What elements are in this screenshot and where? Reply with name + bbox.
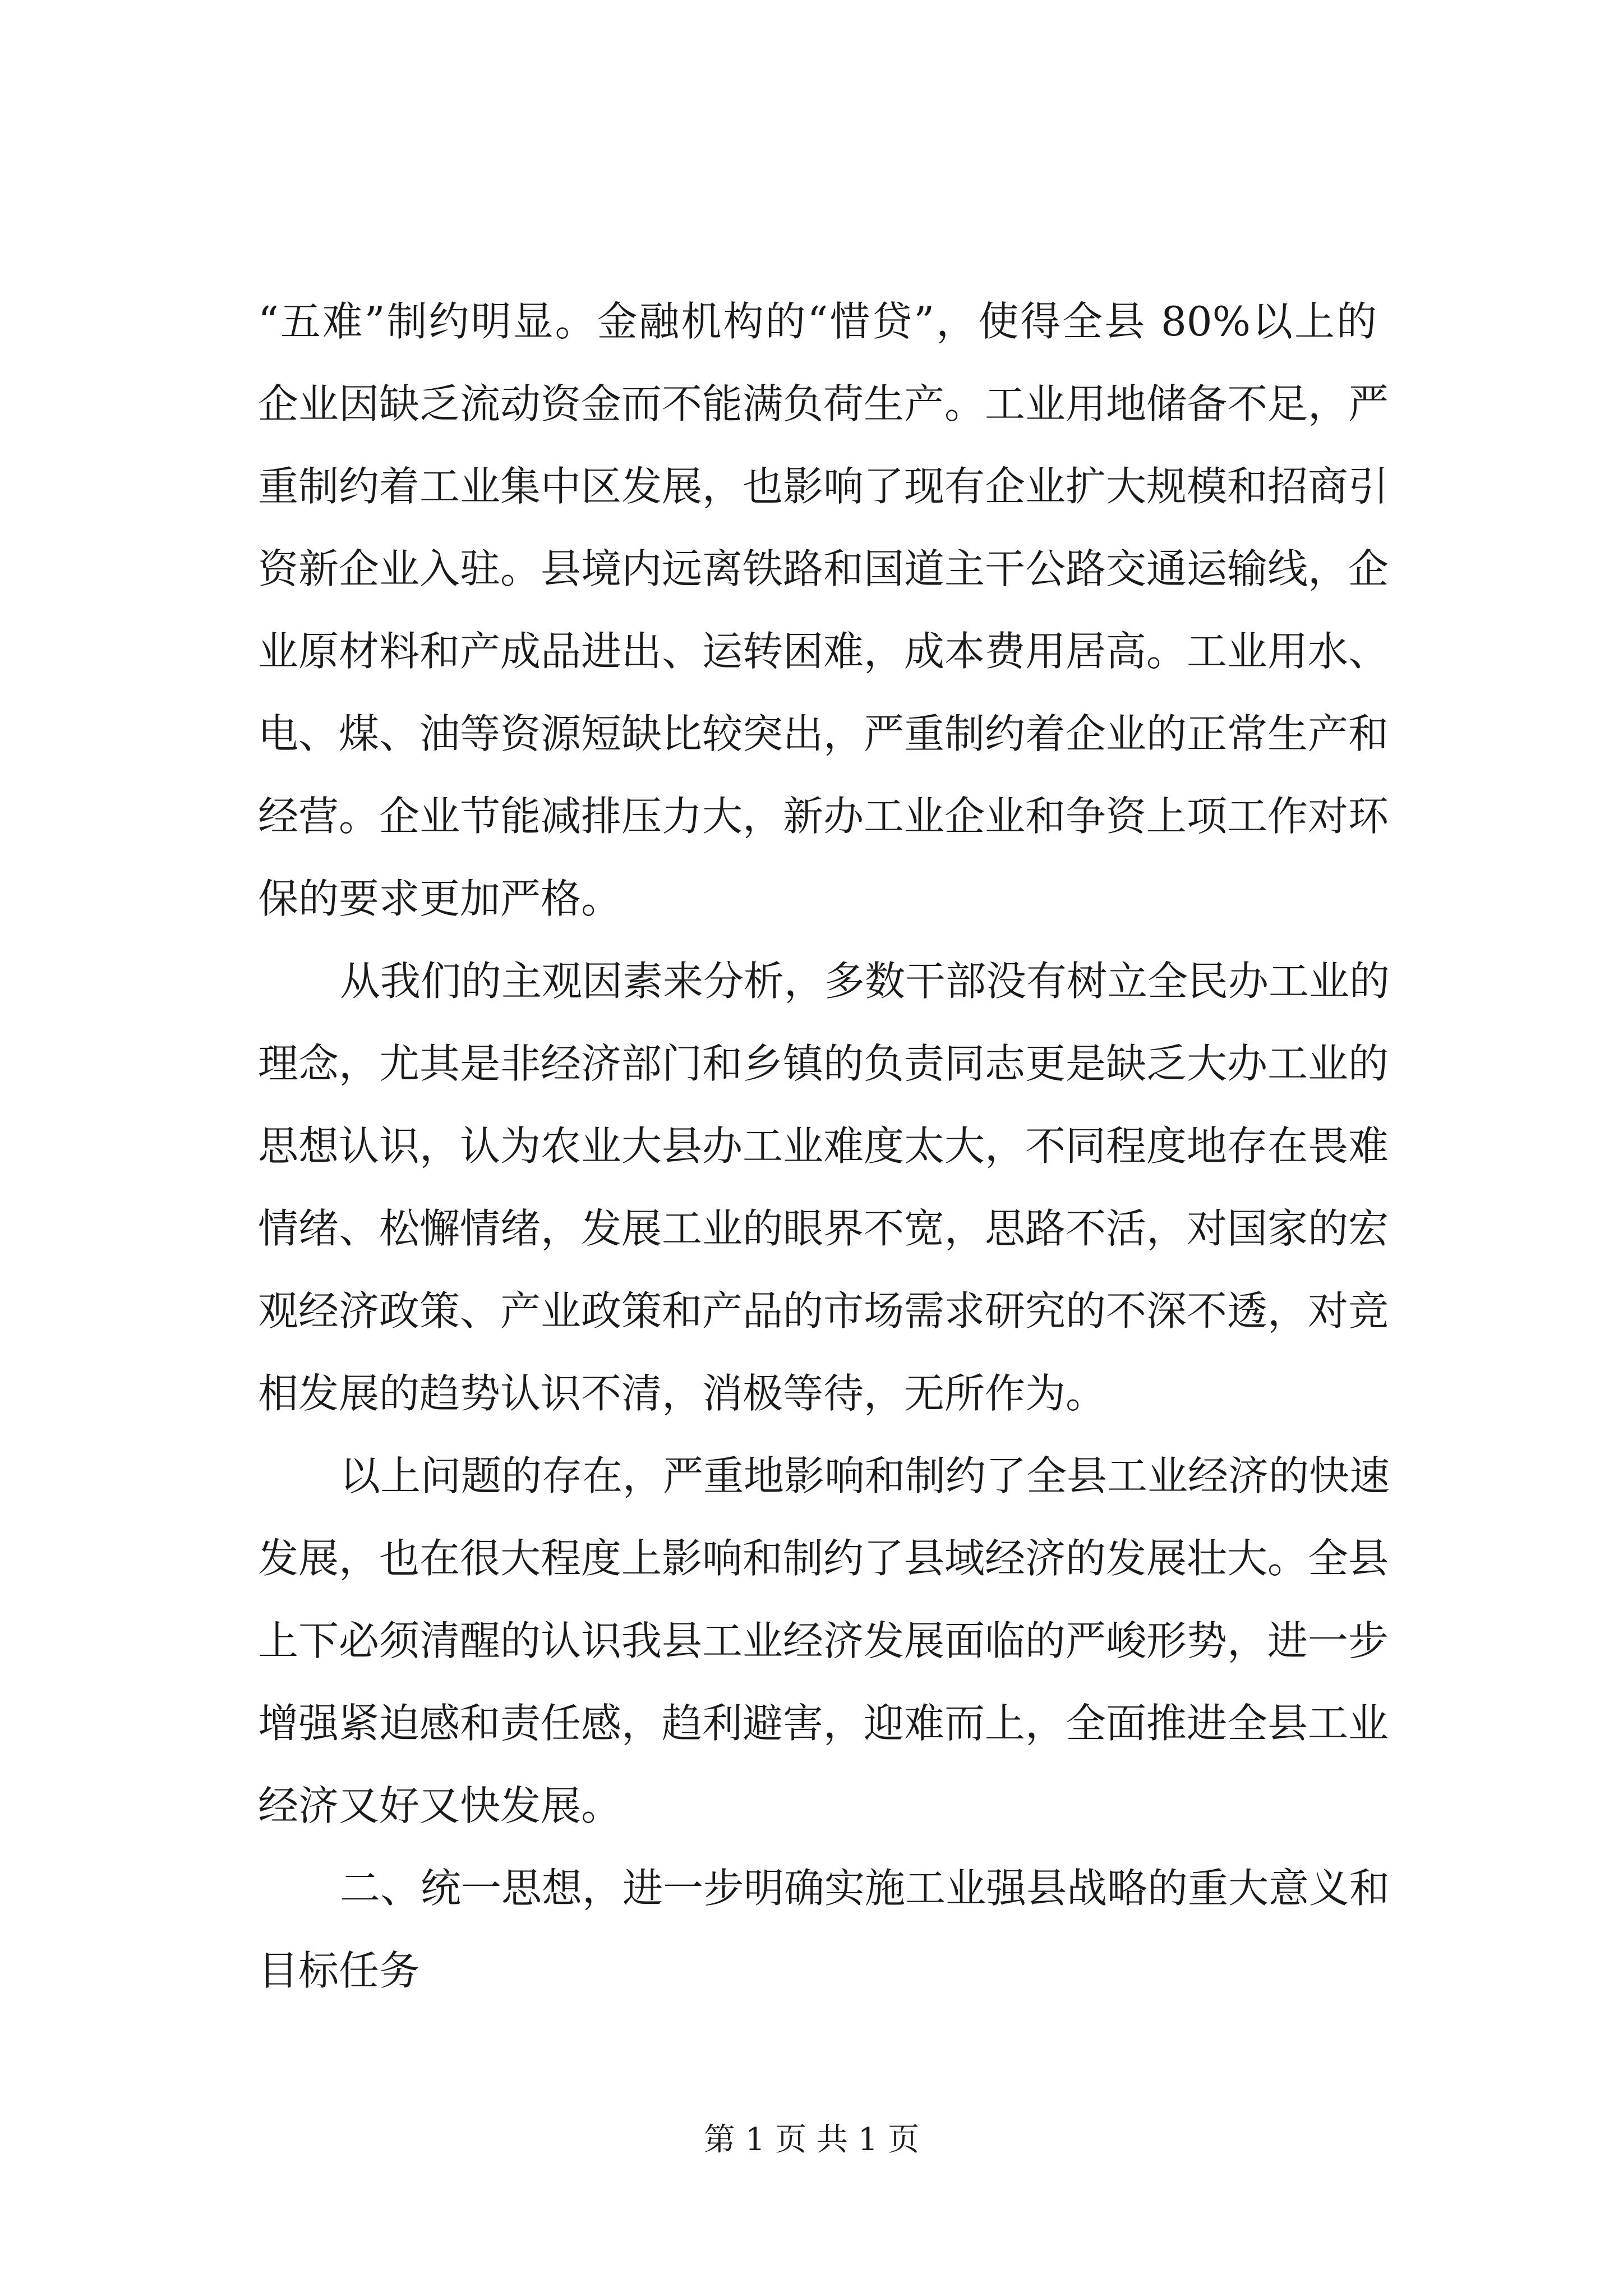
text-line: 发展，也在很大程度上影响和制约了县域经济的发展壮大。全县 (258, 1535, 1389, 1582)
text-line: “五难”制约明显。金融机构的“惜贷”，使得全县 80%以上的 (258, 298, 1377, 345)
paragraph-3 (258, 1435, 1390, 1847)
paragraph-1 (258, 280, 1389, 940)
text-line: 电、煤、油等资源短缺比较突出，严重制约着企业的正常生产和 (258, 710, 1389, 757)
text-line: 业原材料和产成品进出、运转困难，成本费用居高。工业用水、 (258, 628, 1389, 675)
paragraph-2 (258, 940, 1390, 1435)
text-line: 以上问题的存在，严重地影响和制约了全县工业经济的快速 (340, 1452, 1390, 1499)
text-line: 上下必须清醒的认识我县工业经济发展面临的严峻形势，进一步 (258, 1617, 1389, 1664)
text-line: 从我们的主观因素来分析，多数干部没有树立全民办工业的 (340, 958, 1390, 1005)
text-line: 资新企业入驻。县境内远离铁路和国道主干公路交通运输线，企 (258, 545, 1389, 592)
page-number-footer: 第 1 页 共 1 页 (703, 2122, 920, 2158)
document-body (258, 280, 1390, 2012)
text-line: 目标任务 (258, 1947, 420, 1994)
text-line: 重制约着工业集中区发展，也影响了现有企业扩大规模和招商引 (258, 463, 1389, 510)
text-line: 企业因缺乏流动资金而不能满负荷生产。工业用地储备不足，严 (258, 380, 1389, 427)
section-heading (258, 1847, 1390, 2012)
text-line: 思想认识，认为农业大县办工业难度太大，不同程度地存在畏难 (258, 1122, 1389, 1170)
text-line: 经济又好又快发展。 (258, 1782, 622, 1829)
text-line: 观经济政策、产业政策和产品的市场需求研究的不深不透，对竞 (258, 1287, 1389, 1335)
text-line: 经营。企业节能减排压力大，新办工业企业和争资上项工作对环 (258, 793, 1389, 840)
text-line: 理念，尤其是非经济部门和乡镇的负责同志更是缺乏大办工业的 (258, 1040, 1389, 1087)
text-line: 增强紧迫感和责任感，趋利避害，迎难而上，全面推进全县工业 (258, 1700, 1389, 1747)
text-line: 情绪、松懈情绪，发展工业的眼界不宽，思路不活，对国家的宏 (258, 1205, 1389, 1252)
text-line: 二、统一思想，进一步明确实施工业强县战略的重大意义和 (340, 1865, 1390, 1912)
text-line: 相发展的趋势认识不清，消极等待，无所作为。 (258, 1370, 1106, 1417)
text-line: 保的要求更加严格。 (258, 875, 622, 922)
